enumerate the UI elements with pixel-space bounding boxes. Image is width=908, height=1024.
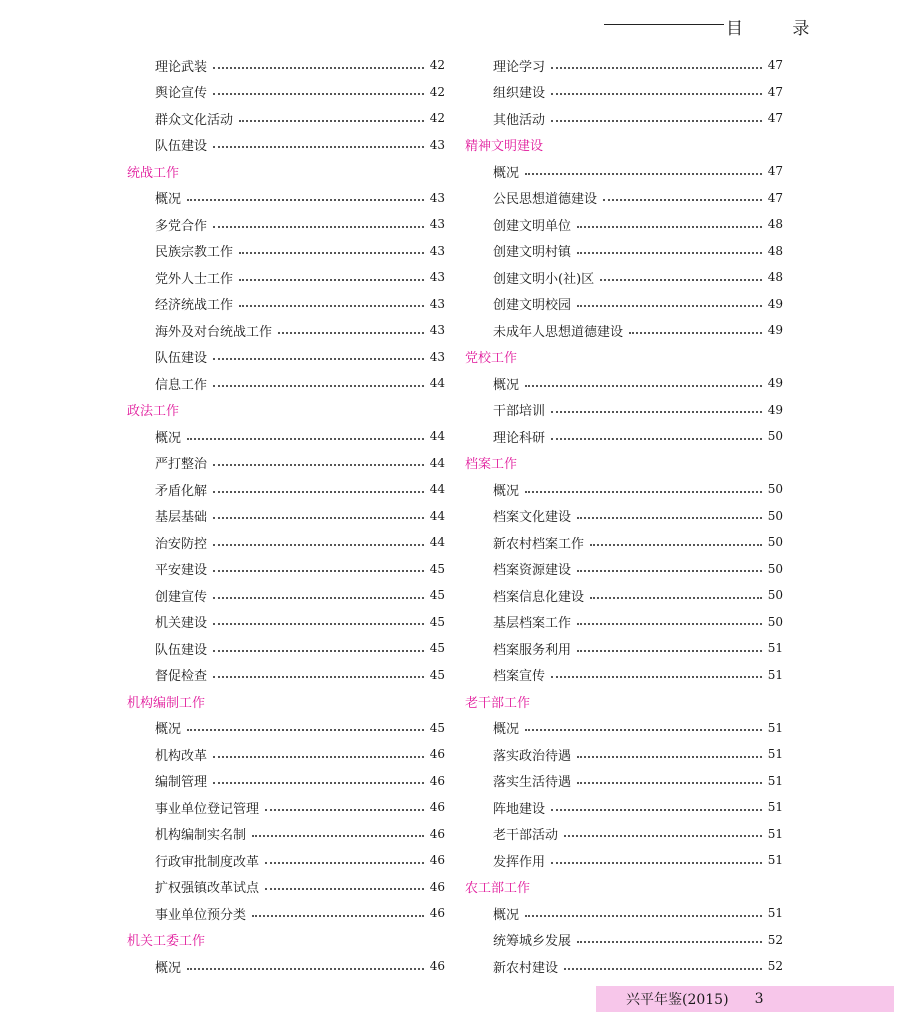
dot-leader: [213, 92, 424, 95]
toc-entry-page: 52: [767, 959, 783, 974]
toc-entry[interactable]: [465, 185, 783, 212]
toc-entry-label: 创建文明村镇: [493, 245, 572, 261]
toc-entry-page: 51: [767, 641, 783, 656]
toc-entry[interactable]: [465, 476, 783, 503]
dot-leader: [577, 225, 762, 228]
page-number: 3: [754, 991, 764, 1007]
toc-section-heading: 精神文明建设: [465, 139, 544, 155]
dot-leader: [213, 516, 424, 519]
toc-entry-page: 43: [429, 217, 445, 232]
toc-entry-label: 干部培训: [493, 404, 546, 420]
toc-entry-page: 50: [767, 561, 783, 576]
toc-entry-label: 档案资源建设: [493, 563, 572, 579]
toc-entry[interactable]: [127, 476, 445, 503]
dot-leader: [187, 728, 424, 731]
dot-leader: [525, 384, 762, 387]
toc-entry-label: 督促检查: [155, 669, 208, 685]
toc-entry-page: 51: [767, 667, 783, 682]
toc-entry-label: 落实政治待遇: [493, 748, 572, 764]
toc-entry[interactable]: [127, 211, 445, 238]
toc-entry-page: 51: [767, 800, 783, 815]
dot-leader: [213, 622, 424, 625]
toc-entry-page: 51: [767, 826, 783, 841]
toc-entry-label: 平安建设: [155, 563, 208, 579]
toc-entry[interactable]: [127, 185, 445, 212]
dot-leader: [577, 516, 762, 519]
toc-entry-page: 44: [429, 482, 445, 497]
dot-leader: [603, 198, 762, 201]
toc-entry-page: 49: [767, 376, 783, 391]
toc-section-heading: 统战工作: [127, 165, 180, 181]
dot-leader: [213, 755, 424, 758]
toc-entry-label: 新农村建设: [493, 960, 559, 976]
toc-entry[interactable]: [127, 264, 445, 291]
toc-entry-page: 42: [429, 111, 445, 126]
dot-leader: [551, 92, 762, 95]
toc-entry[interactable]: [465, 317, 783, 344]
dot-leader: [551, 675, 762, 678]
toc-section-heading: 党校工作: [465, 351, 518, 367]
toc-entry-page: 44: [429, 455, 445, 470]
toc-entry[interactable]: [465, 370, 783, 397]
toc-entry[interactable]: [127, 238, 445, 265]
dot-leader: [551, 437, 762, 440]
toc-entry[interactable]: [465, 953, 783, 980]
dot-leader: [278, 331, 424, 334]
toc-column-left: [127, 52, 445, 980]
toc-entry[interactable]: [127, 900, 445, 927]
toc-entry[interactable]: [465, 105, 783, 132]
toc-entry-label: 创建文明小(社)区: [493, 271, 595, 287]
toc-entry-label: 落实生活待遇: [493, 775, 572, 791]
toc-entry[interactable]: [465, 900, 783, 927]
dot-leader: [525, 914, 762, 917]
dot-leader: [577, 304, 762, 307]
toc-entry-page: 43: [429, 349, 445, 364]
dot-leader: [265, 887, 424, 890]
header-rule: [604, 24, 724, 25]
toc-entry[interactable]: [465, 582, 783, 609]
toc-entry-label: 阵地建设: [493, 801, 546, 817]
dot-leader: [525, 728, 762, 731]
toc-entry-label: 概况: [155, 192, 182, 208]
dot-leader: [252, 914, 424, 917]
toc-entry-label: 档案信息化建设: [493, 589, 585, 605]
dot-leader: [577, 622, 762, 625]
toc-entry[interactable]: [127, 821, 445, 848]
toc-entry[interactable]: [465, 291, 783, 318]
toc-entry-page: 48: [767, 243, 783, 258]
toc-entry-label: 公民思想道德建设: [493, 192, 598, 208]
toc-entry[interactable]: [465, 556, 783, 583]
toc-entry[interactable]: [465, 635, 783, 662]
toc-entry[interactable]: [465, 158, 783, 185]
toc-entry-page: 44: [429, 508, 445, 523]
toc-entry[interactable]: [127, 423, 445, 450]
toc-entry-page: 49: [767, 402, 783, 417]
dot-leader: [187, 198, 424, 201]
dot-leader: [590, 596, 762, 599]
toc-entry-label: 创建文明单位: [493, 218, 572, 234]
toc-entry[interactable]: [465, 211, 783, 238]
dot-leader: [213, 66, 424, 69]
toc-entry-label: 创建宣传: [155, 589, 208, 605]
toc-entry-page: 46: [429, 879, 445, 894]
toc-section-heading: 政法工作: [127, 404, 180, 420]
toc-entry-label: 矛盾化解: [155, 483, 208, 499]
toc-entry-label: 机构改革: [155, 748, 208, 764]
toc-entry-page: 48: [767, 270, 783, 285]
toc-entry-label: 严打整治: [155, 457, 208, 473]
toc-entry-label: 行政审批制度改革: [155, 854, 260, 870]
toc-entry-page: 43: [429, 270, 445, 285]
toc-entry-page: 45: [429, 561, 445, 576]
toc-entry-page: 51: [767, 747, 783, 762]
dot-leader: [213, 543, 424, 546]
page-title: 目 录: [726, 19, 832, 39]
toc-entry[interactable]: [127, 370, 445, 397]
toc-entry[interactable]: [127, 556, 445, 583]
toc-entry[interactable]: [127, 582, 445, 609]
toc-section-heading: 档案工作: [465, 457, 518, 473]
toc-entry-page: 49: [767, 323, 783, 338]
toc-entry-label: 理论科研: [493, 430, 546, 446]
dot-leader: [265, 808, 424, 811]
toc-entry[interactable]: [127, 609, 445, 636]
toc-entry-label: 海外及对台统战工作: [155, 324, 273, 340]
toc-entry[interactable]: [465, 79, 783, 106]
toc-entry-page: 46: [429, 747, 445, 762]
toc-entry-page: 44: [429, 535, 445, 550]
toc-entry-page: 51: [767, 853, 783, 868]
toc-entry-page: 50: [767, 535, 783, 550]
toc-entry[interactable]: [127, 344, 445, 371]
toc-entry-page: 42: [429, 84, 445, 99]
toc-entry-label: 创建文明校园: [493, 298, 572, 314]
toc-entry-page: 52: [767, 932, 783, 947]
toc-entry-page: 46: [429, 800, 445, 815]
dot-leader: [551, 861, 762, 864]
toc-entry-page: 49: [767, 296, 783, 311]
toc-entry-page: 45: [429, 667, 445, 682]
toc-entry-label: 基层基础: [155, 510, 208, 526]
toc-entry-page: 46: [429, 826, 445, 841]
dot-leader: [213, 463, 424, 466]
toc-entry[interactable]: [127, 132, 445, 159]
toc-entry-page: 47: [767, 84, 783, 99]
toc-entry-label: 事业单位预分类: [155, 907, 247, 923]
toc-column-right: [465, 52, 783, 980]
toc-entry-label: 档案服务利用: [493, 642, 572, 658]
toc-entry-label: 新农村档案工作: [493, 536, 585, 552]
dot-leader: [239, 278, 424, 281]
toc-entry[interactable]: [465, 662, 783, 689]
toc-entry-label: 多党合作: [155, 218, 208, 234]
toc-entry-label: 群众文化活动: [155, 112, 234, 128]
dot-leader: [252, 834, 424, 837]
page-footer: [596, 986, 894, 1012]
toc-entry-page: 47: [767, 164, 783, 179]
toc-entry[interactable]: [127, 741, 445, 768]
toc-entry-label: 概况: [155, 960, 182, 976]
toc-entry[interactable]: [127, 105, 445, 132]
toc-entry-page: 45: [429, 614, 445, 629]
toc-entry-page: 50: [767, 614, 783, 629]
toc-entry[interactable]: [127, 794, 445, 821]
toc-entry-label: 概况: [493, 165, 520, 181]
dot-leader: [551, 808, 762, 811]
toc-entry-page: 50: [767, 588, 783, 603]
dot-leader: [239, 251, 424, 254]
toc-entry-label: 舆论宣传: [155, 86, 208, 102]
toc-entry-label: 机构编制实名制: [155, 828, 247, 844]
toc-entry-label: 理论学习: [493, 59, 546, 75]
page-header: [604, 14, 832, 39]
toc-entry-page: 44: [429, 376, 445, 391]
book-title: 兴平年鉴(2015): [626, 992, 729, 1008]
toc-entry-label: 队伍建设: [155, 139, 208, 155]
toc-entry-label: 事业单位登记管理: [155, 801, 260, 817]
toc-entry-page: 48: [767, 217, 783, 232]
toc-entry-page: 43: [429, 323, 445, 338]
toc-entry[interactable]: [465, 423, 783, 450]
dot-leader: [213, 384, 424, 387]
dot-leader: [577, 649, 762, 652]
toc-entry[interactable]: [465, 52, 783, 79]
dot-leader: [213, 357, 424, 360]
toc-entry-page: 47: [767, 58, 783, 73]
dot-leader: [213, 569, 424, 572]
toc-entry-label: 编制管理: [155, 775, 208, 791]
toc-entry[interactable]: [127, 291, 445, 318]
dot-leader: [600, 278, 762, 281]
toc-entry-page: 44: [429, 429, 445, 444]
toc-entry-page: 50: [767, 508, 783, 523]
toc-entry-page: 46: [429, 853, 445, 868]
toc-entry-page: 46: [429, 959, 445, 974]
toc-entry-label: 概况: [493, 907, 520, 923]
dot-leader: [213, 675, 424, 678]
toc-entry-page: 51: [767, 773, 783, 788]
toc-entry[interactable]: [465, 768, 783, 795]
toc-entry-page: 45: [429, 720, 445, 735]
toc-entry[interactable]: [127, 874, 445, 901]
toc-entry-label: 基层档案工作: [493, 616, 572, 632]
toc-entry-label: 扩权强镇改革试点: [155, 881, 260, 897]
dot-leader: [213, 649, 424, 652]
toc-entry-label: 队伍建设: [155, 351, 208, 367]
dot-leader: [213, 781, 424, 784]
toc-entry-page: 46: [429, 906, 445, 921]
toc-entry-page: 45: [429, 588, 445, 603]
dot-leader: [564, 834, 762, 837]
toc-entry-label: 老干部活动: [493, 828, 559, 844]
toc-section-heading: 老干部工作: [465, 695, 531, 711]
toc-entry-label: 党外人士工作: [155, 271, 234, 287]
toc-entry[interactable]: [127, 79, 445, 106]
dot-leader: [564, 967, 762, 970]
toc-entry[interactable]: [465, 741, 783, 768]
dot-leader: [525, 490, 762, 493]
dot-leader: [590, 543, 762, 546]
toc-entry-page: 43: [429, 137, 445, 152]
toc-entry-label: 概况: [493, 722, 520, 738]
toc-entry[interactable]: [127, 450, 445, 477]
toc-entry[interactable]: [465, 503, 783, 530]
toc-entry-page: 43: [429, 190, 445, 205]
dot-leader: [525, 172, 762, 175]
dot-leader: [577, 569, 762, 572]
dot-leader: [213, 225, 424, 228]
dot-leader: [551, 66, 762, 69]
toc-entry-label: 组织建设: [493, 86, 546, 102]
dot-leader: [187, 437, 424, 440]
toc-entry[interactable]: [465, 927, 783, 954]
toc-entry-label: 机关建设: [155, 616, 208, 632]
toc-entry[interactable]: [127, 768, 445, 795]
dot-leader: [187, 967, 424, 970]
toc-entry-page: 50: [767, 482, 783, 497]
toc-entry[interactable]: [127, 847, 445, 874]
toc-entry-page: 47: [767, 190, 783, 205]
toc-entry[interactable]: [127, 662, 445, 689]
toc-entry[interactable]: [465, 397, 783, 424]
dot-leader: [213, 490, 424, 493]
toc-entry-page: 42: [429, 58, 445, 73]
toc-entry-label: 经济统战工作: [155, 298, 234, 314]
toc-entry[interactable]: [465, 264, 783, 291]
toc-entry[interactable]: [127, 715, 445, 742]
dot-leader: [577, 755, 762, 758]
toc-entry[interactable]: [127, 529, 445, 556]
toc-entry-label: 发挥作用: [493, 854, 546, 870]
toc-entry-label: 概况: [155, 430, 182, 446]
toc-entry-label: 档案宣传: [493, 669, 546, 685]
dot-leader: [213, 145, 424, 148]
toc-entry-page: 51: [767, 906, 783, 921]
toc-entry[interactable]: [127, 52, 445, 79]
toc-entry-label: 其他活动: [493, 112, 546, 128]
toc-entry-label: 统筹城乡发展: [493, 934, 572, 950]
toc-entry[interactable]: [465, 529, 783, 556]
toc-section-heading: 农工部工作: [465, 881, 531, 897]
toc-entry-label: 民族宗教工作: [155, 245, 234, 261]
toc-entry-page: 51: [767, 720, 783, 735]
toc-entry-page: 43: [429, 296, 445, 311]
toc-entry-page: 43: [429, 243, 445, 258]
toc-entry[interactable]: [465, 847, 783, 874]
toc-entry-label: 概况: [155, 722, 182, 738]
toc-entry-label: 概况: [493, 483, 520, 499]
toc-entry-label: 信息工作: [155, 377, 208, 393]
dot-leader: [239, 304, 424, 307]
toc-entry[interactable]: [127, 317, 445, 344]
dot-leader: [577, 781, 762, 784]
toc-entry-label: 治安防控: [155, 536, 208, 552]
toc-entry-label: 未成年人思想道德建设: [493, 324, 624, 340]
toc-entry-label: 概况: [493, 377, 520, 393]
toc-entry-page: 45: [429, 641, 445, 656]
toc-entry[interactable]: [127, 635, 445, 662]
dot-leader: [629, 331, 762, 334]
toc-entry[interactable]: [465, 609, 783, 636]
toc-entry-page: 46: [429, 773, 445, 788]
toc-entry-page: 50: [767, 429, 783, 444]
toc-entry[interactable]: [127, 503, 445, 530]
toc-entry[interactable]: [465, 238, 783, 265]
toc-section-heading: 机关工委工作: [127, 934, 206, 950]
dot-leader: [577, 251, 762, 254]
toc-entry-label: 档案文化建设: [493, 510, 572, 526]
toc-entry[interactable]: [465, 715, 783, 742]
toc-entry[interactable]: [465, 821, 783, 848]
toc-entry-label: 理论武装: [155, 59, 208, 75]
dot-leader: [213, 596, 424, 599]
dot-leader: [577, 940, 762, 943]
toc-entry-page: 47: [767, 111, 783, 126]
toc-section-heading: 机构编制工作: [127, 695, 206, 711]
dot-leader: [265, 861, 424, 864]
toc-entry[interactable]: [127, 953, 445, 980]
toc-entry[interactable]: [465, 794, 783, 821]
toc-entry-label: 队伍建设: [155, 642, 208, 658]
dot-leader: [551, 119, 762, 122]
dot-leader: [551, 410, 762, 413]
dot-leader: [239, 119, 424, 122]
